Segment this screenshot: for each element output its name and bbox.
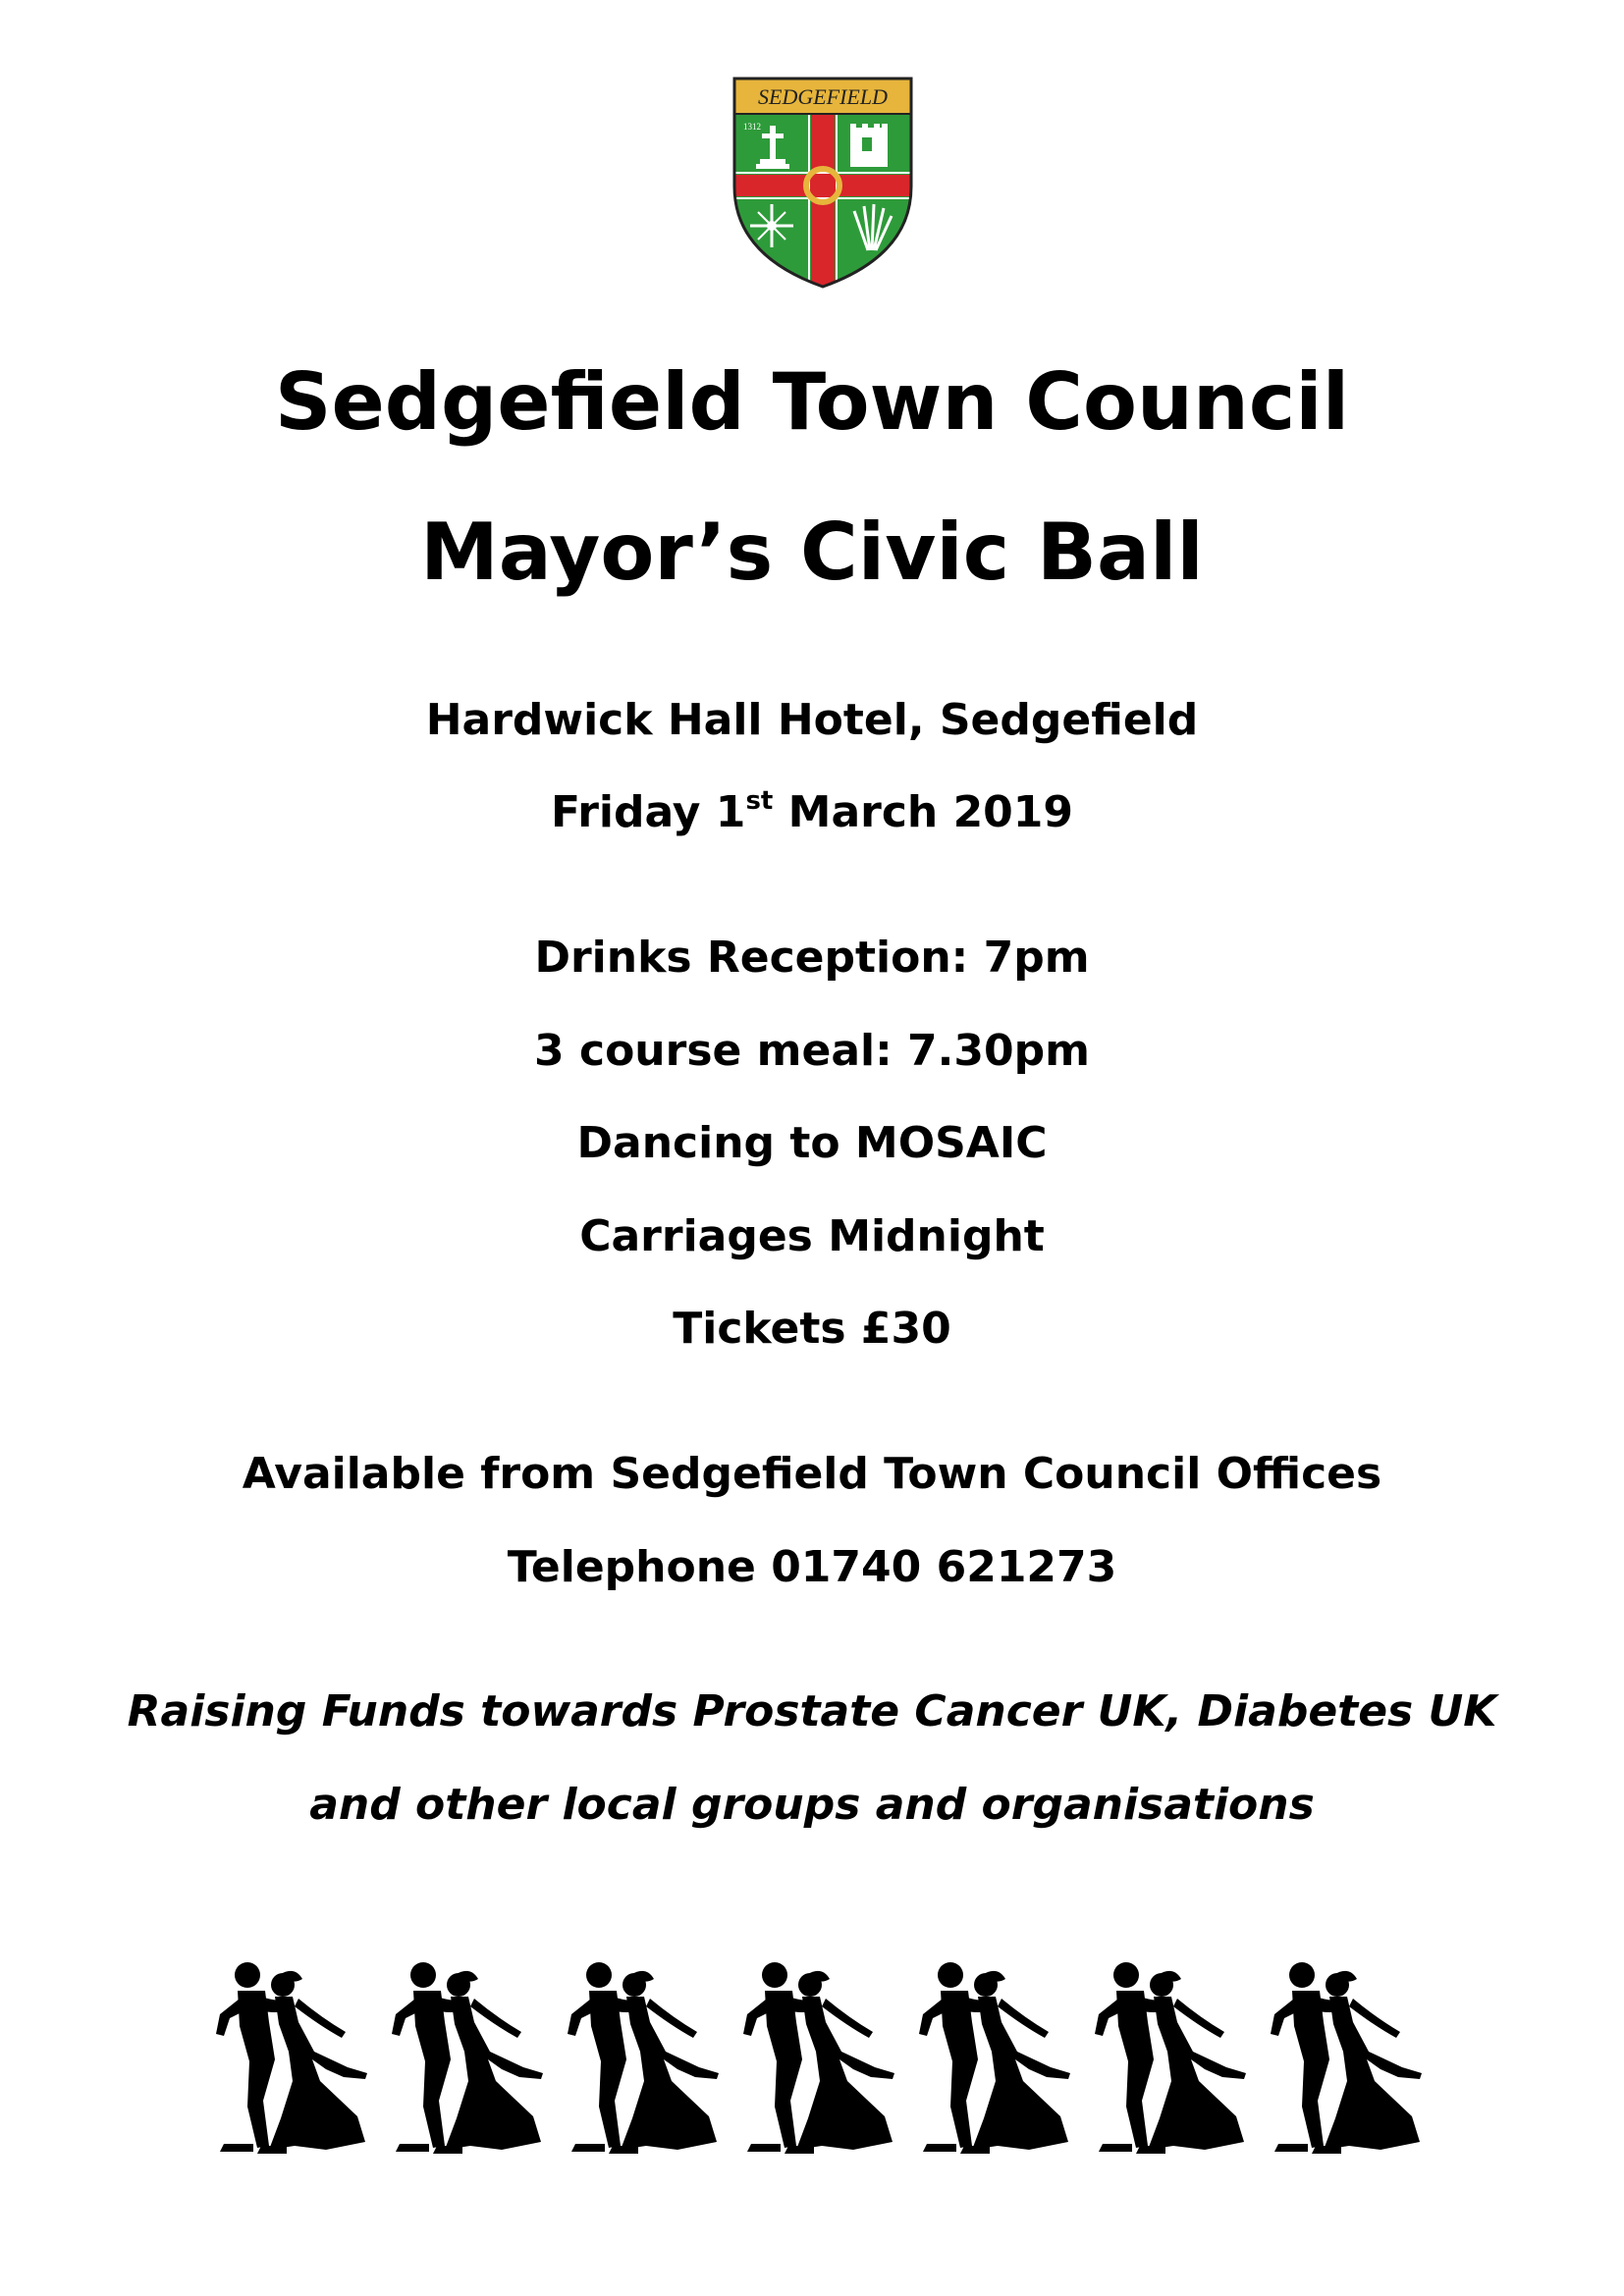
schedule-carriages: Carriages Midnight xyxy=(579,1211,1045,1261)
ballroom-dancers-icon xyxy=(210,1953,369,2160)
ballroom-dancers-icon xyxy=(1089,1953,1248,2160)
date-ordinal: st xyxy=(745,786,774,816)
schedule-dancing: Dancing to MOSAIC xyxy=(576,1118,1048,1168)
schedule-drinks-reception: Drinks Reception: 7pm xyxy=(534,933,1090,983)
telephone-number: Telephone 01740 621273 xyxy=(507,1542,1117,1592)
ballroom-dancers-icon xyxy=(913,1953,1072,2160)
crest-year-text: 1312 xyxy=(743,122,761,132)
date-rest: March 2019 xyxy=(773,787,1074,837)
sedgefield-crest-icon xyxy=(725,69,921,294)
ballroom-dancers-icon xyxy=(386,1953,545,2160)
title-council: Sedgefield Town Council xyxy=(274,356,1350,448)
date-text xyxy=(0,786,1624,837)
date-prefix: Friday 1 xyxy=(550,787,746,837)
schedule-meal: 3 course meal: 7.30pm xyxy=(534,1026,1090,1076)
crest-banner-text: SEDGEFIELD xyxy=(758,84,888,109)
fundraising-line-2: and other local groups and organisations xyxy=(309,1780,1315,1830)
ticket-availability: Available from Sedgefield Town Council Offices xyxy=(242,1449,1382,1499)
ballroom-dancers-icon xyxy=(1265,1953,1424,2160)
title-event: Mayor’s Civic Ball xyxy=(420,507,1204,598)
ballroom-dancers-icon xyxy=(737,1953,896,2160)
fundraising-line-1: Raising Funds towards Prostate Cancer UK, Diabetes UK xyxy=(127,1686,1497,1736)
ballroom-dancers-icon xyxy=(562,1953,721,2160)
ticket-price: Tickets £30 xyxy=(673,1304,951,1354)
dancers-row xyxy=(210,1953,1428,2160)
venue-text: Hardwick Hall Hotel, Sedgefield xyxy=(425,695,1199,745)
